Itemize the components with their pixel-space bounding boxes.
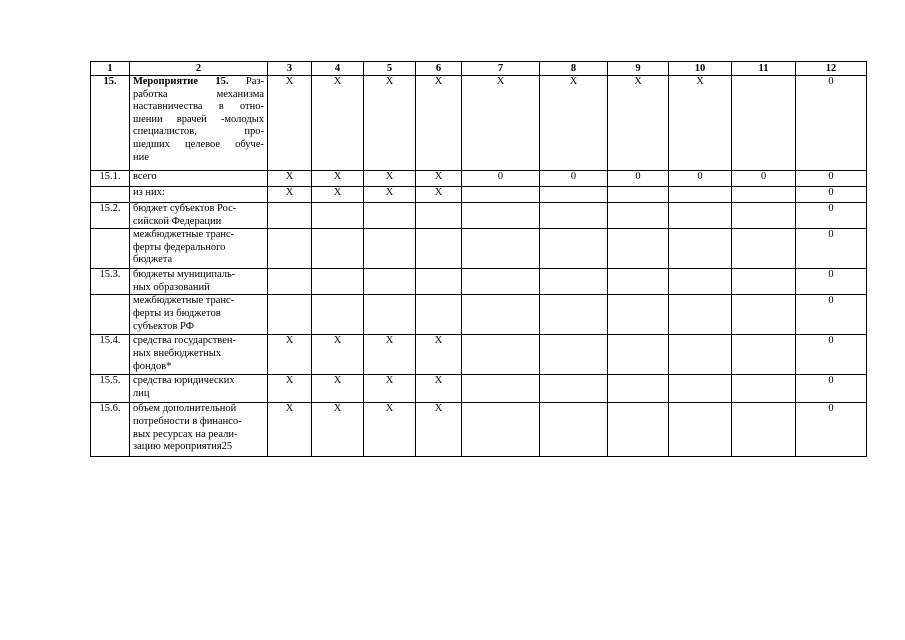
cell-col-6 (416, 295, 462, 335)
cell-col-8 (540, 375, 608, 403)
cell-col-10: 0 (669, 171, 732, 187)
table-row (91, 403, 867, 457)
cell-col-12: 0 (796, 171, 867, 187)
cell-col-4: X (312, 335, 364, 375)
cell-col-6: X (416, 335, 462, 375)
cell-col-3: X (268, 171, 312, 187)
table-row (91, 335, 867, 375)
cell-col-3 (268, 203, 312, 229)
cell-col-4: X (312, 171, 364, 187)
description-line: межбюджетные транс- (133, 295, 235, 307)
cell-col-10 (669, 375, 732, 403)
column-header-9: 9 (608, 62, 669, 76)
cell-col-4: X (312, 187, 364, 203)
description-line: ных внебюджетных (133, 347, 222, 359)
cell-col-6: X (416, 171, 462, 187)
cell-col-11 (732, 335, 796, 375)
cell-col-3 (268, 229, 312, 269)
cell-col-11 (732, 76, 796, 171)
cell-col-12: 0 (796, 375, 867, 403)
cell-col-10 (669, 335, 732, 375)
description-line: сийской Федерации (133, 215, 222, 227)
row-number: 15.6. (91, 403, 130, 457)
cell-col-9: X (608, 76, 669, 171)
description-line (133, 76, 264, 89)
cell-col-9 (608, 335, 669, 375)
description-line: работка механизма (133, 88, 264, 100)
cell-col-9 (608, 403, 669, 457)
cell-col-8 (540, 403, 608, 457)
cell-col-12: 0 (796, 269, 867, 295)
row-number: 15. (91, 76, 130, 171)
cell-col-9 (608, 203, 669, 229)
table-row (91, 203, 867, 229)
cell-col-3 (268, 295, 312, 335)
cell-col-11 (732, 375, 796, 403)
cell-col-8 (540, 295, 608, 335)
cell-col-9 (608, 187, 669, 203)
cell-col-11: 0 (732, 171, 796, 187)
row-description (130, 76, 268, 171)
table-body (91, 76, 867, 457)
cell-col-4 (312, 269, 364, 295)
table-row (91, 375, 867, 403)
cell-col-10 (669, 403, 732, 457)
cell-col-4: X (312, 403, 364, 457)
cell-col-5 (364, 295, 416, 335)
cell-col-7 (462, 295, 540, 335)
cell-col-6 (416, 269, 462, 295)
description-line: лиц (133, 387, 150, 399)
cell-col-12: 0 (796, 295, 867, 335)
description-line: субъектов РФ (133, 320, 195, 332)
description-line: вых ресурсах на реали- (133, 428, 238, 440)
cell-col-3: X (268, 187, 312, 203)
financing-table (90, 61, 867, 457)
row-description (130, 403, 268, 457)
row-number (91, 295, 130, 335)
cell-col-7: 0 (462, 171, 540, 187)
cell-col-9 (608, 229, 669, 269)
cell-col-8 (540, 187, 608, 203)
cell-col-11 (732, 229, 796, 269)
column-header-3: 3 (268, 62, 312, 76)
description-line: объем дополнительной (133, 403, 237, 415)
description-line: ных образований (133, 281, 210, 293)
cell-col-5: X (364, 335, 416, 375)
cell-col-12: 0 (796, 203, 867, 229)
table-row (91, 295, 867, 335)
cell-col-5: X (364, 403, 416, 457)
column-header-12: 12 (796, 62, 867, 76)
description-line: зацию мероприятия25 (133, 441, 233, 453)
cell-col-5: X (364, 171, 416, 187)
description-line: бюджет субъектов Рос- (133, 203, 237, 214)
description-line: всего (133, 171, 157, 182)
cell-col-9: 0 (608, 171, 669, 187)
column-header-11: 11 (732, 62, 796, 76)
cell-col-6 (416, 229, 462, 269)
cell-col-5 (364, 269, 416, 295)
row-description (130, 203, 268, 229)
cell-col-10 (669, 203, 732, 229)
description-line: шении врачей -молодых (133, 113, 264, 125)
cell-col-7 (462, 269, 540, 295)
column-header-1: 1 (91, 62, 130, 76)
cell-col-9 (608, 375, 669, 403)
cell-col-12: 0 (796, 187, 867, 203)
cell-col-4: X (312, 76, 364, 171)
cell-col-12: 0 (796, 403, 867, 457)
table-row (91, 76, 867, 171)
cell-col-8 (540, 203, 608, 229)
row-description (130, 295, 268, 335)
description-line: из них: (133, 187, 165, 198)
row-number (91, 187, 130, 203)
cell-col-9 (608, 295, 669, 335)
column-header-7: 7 (462, 62, 540, 76)
cell-col-10 (669, 229, 732, 269)
description-line: бюджеты муниципаль- (133, 269, 236, 281)
cell-col-6: X (416, 187, 462, 203)
description-line: ферты из бюджетов (133, 307, 221, 319)
row-number: 15.3. (91, 269, 130, 295)
cell-col-7 (462, 403, 540, 457)
cell-col-11 (732, 187, 796, 203)
description-line: специалистов, про- (133, 126, 264, 138)
description-line: наставничества в отно- (133, 101, 264, 113)
header-row (91, 62, 867, 76)
column-header-5: 5 (364, 62, 416, 76)
column-header-6: 6 (416, 62, 462, 76)
cell-col-10 (669, 187, 732, 203)
row-description (130, 269, 268, 295)
activity-title: Мероприятие 15. (133, 76, 229, 87)
cell-col-7 (462, 187, 540, 203)
description-line: фондов* (133, 360, 172, 372)
cell-col-12: 0 (796, 76, 867, 171)
cell-col-7 (462, 203, 540, 229)
cell-col-5: X (364, 187, 416, 203)
table-row (91, 229, 867, 269)
cell-col-4 (312, 295, 364, 335)
row-description (130, 375, 268, 403)
column-header-2: 2 (130, 62, 268, 76)
description-line: потребности в финансо- (133, 415, 242, 427)
row-description (130, 171, 268, 187)
row-number: 15.1. (91, 171, 130, 187)
row-number: 15.4. (91, 335, 130, 375)
description-line: средства государствен- (133, 335, 236, 347)
cell-col-7: X (462, 76, 540, 171)
cell-col-3: X (268, 375, 312, 403)
cell-col-7 (462, 229, 540, 269)
cell-col-5: X (364, 375, 416, 403)
row-description (130, 229, 268, 269)
cell-col-4 (312, 229, 364, 269)
cell-col-8: X (540, 76, 608, 171)
cell-col-8 (540, 229, 608, 269)
row-number: 15.5. (91, 375, 130, 403)
description-text: Раз- (228, 76, 264, 87)
description-line: межбюджетные транс- (133, 229, 235, 241)
cell-col-11 (732, 203, 796, 229)
table-row (91, 171, 867, 187)
cell-col-5: X (364, 76, 416, 171)
cell-col-10 (669, 295, 732, 335)
cell-col-3: X (268, 76, 312, 171)
cell-col-3: X (268, 403, 312, 457)
cell-col-8 (540, 269, 608, 295)
cell-col-11 (732, 295, 796, 335)
cell-col-10: X (669, 76, 732, 171)
table-row (91, 269, 867, 295)
description-line: ферты федерального (133, 241, 226, 253)
cell-col-8 (540, 335, 608, 375)
cell-col-4 (312, 203, 364, 229)
column-header-4: 4 (312, 62, 364, 76)
cell-col-11 (732, 403, 796, 457)
cell-col-6 (416, 203, 462, 229)
description-line: средства юридических (133, 375, 235, 387)
row-number (91, 229, 130, 269)
cell-col-6: X (416, 375, 462, 403)
cell-col-7 (462, 375, 540, 403)
description-line: шедших целевое обуче- (133, 138, 264, 150)
cell-col-12: 0 (796, 229, 867, 269)
cell-col-10 (669, 269, 732, 295)
cell-col-5 (364, 203, 416, 229)
description-line: ние (133, 151, 149, 163)
cell-col-8: 0 (540, 171, 608, 187)
cell-col-9 (608, 269, 669, 295)
cell-col-11 (732, 269, 796, 295)
cell-col-6: X (416, 76, 462, 171)
cell-col-7 (462, 335, 540, 375)
row-description (130, 335, 268, 375)
column-header-8: 8 (540, 62, 608, 76)
cell-col-5 (364, 229, 416, 269)
cell-col-6: X (416, 403, 462, 457)
description-line: бюджета (133, 254, 173, 266)
cell-col-12: 0 (796, 335, 867, 375)
table-row (91, 187, 867, 203)
cell-col-3: X (268, 335, 312, 375)
column-header-10: 10 (669, 62, 732, 76)
cell-col-4: X (312, 375, 364, 403)
row-description (130, 187, 268, 203)
cell-col-3 (268, 269, 312, 295)
row-number: 15.2. (91, 203, 130, 229)
